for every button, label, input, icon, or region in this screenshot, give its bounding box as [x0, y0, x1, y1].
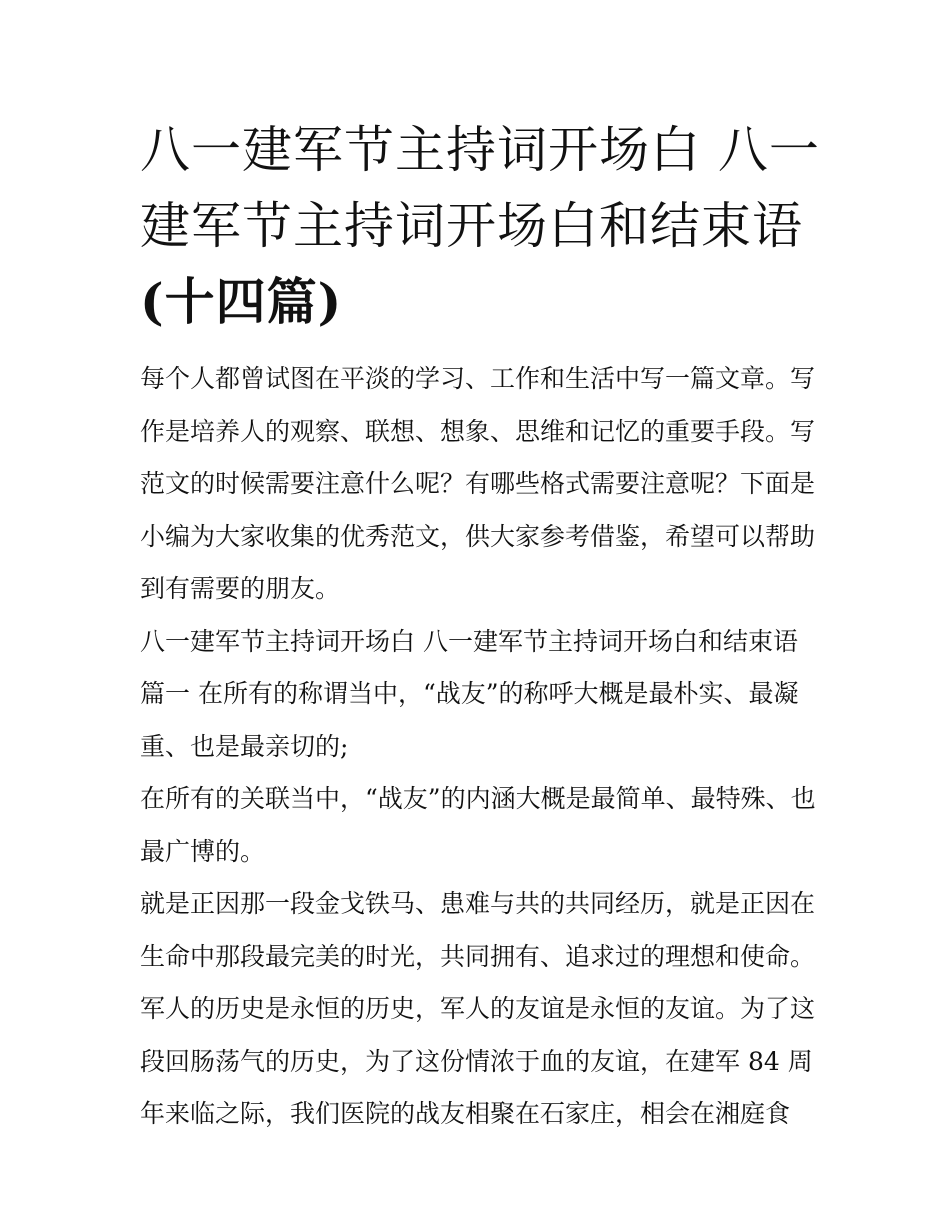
- body-line: 八一建军节主持词开场白 八一建军节主持词开场白和结束语: [140, 626, 798, 656]
- body-line: 作是培养人的观察、联想、想象、思维和记忆的重要手段。写: [140, 416, 816, 446]
- document-body: [140, 353, 816, 1141]
- body-line: 军人的历史是永恒的历史，军人的友谊是永恒的友谊。为了这: [140, 994, 816, 1023]
- body-line: 生命中那段最完美的时光，共同拥有、追求过的理想和使命。: [140, 941, 816, 971]
- body-line: 小编为大家收集的优秀范文，供大家参考借鉴，希望可以帮助: [140, 521, 816, 551]
- body-line: 范文的时候需要注意什么呢？有哪些格式需要注意呢？下面是: [140, 469, 816, 498]
- body-line: 到有需要的朋友。: [140, 574, 341, 603]
- title-line: 建军节主持词开场白和结束语: [140, 197, 803, 255]
- body-line: 最广博的。: [140, 836, 266, 866]
- title-line: (十四篇): [140, 272, 343, 331]
- body-line: 在所有的关联当中，“战友”的内涵大概是最简单、最特殊、也: [140, 784, 816, 813]
- body-line: 篇一 在所有的称谓当中，“战友”的称呼大概是最朴实、最凝: [140, 679, 799, 708]
- body-line: 重、也是最亲切的;: [140, 731, 349, 761]
- document-content: [140, 112, 820, 1141]
- body-line: 就是正因那一段金戈铁马、患难与共的共同经历，就是正因在: [140, 889, 816, 918]
- title-line: 八一建军节主持词开场白 八一: [140, 121, 820, 179]
- body-line: 年来临之际，我们医院的战友相聚在石家庄，相会在湘庭食: [140, 1099, 791, 1128]
- document-title: [140, 112, 820, 340]
- body-line: 段回肠荡气的历史，为了这份情浓于血的友谊，在建军 84 周: [140, 1046, 813, 1076]
- body-line: 每个人都曾试图在平淡的学习、工作和生活中写一篇文章。写: [140, 364, 816, 393]
